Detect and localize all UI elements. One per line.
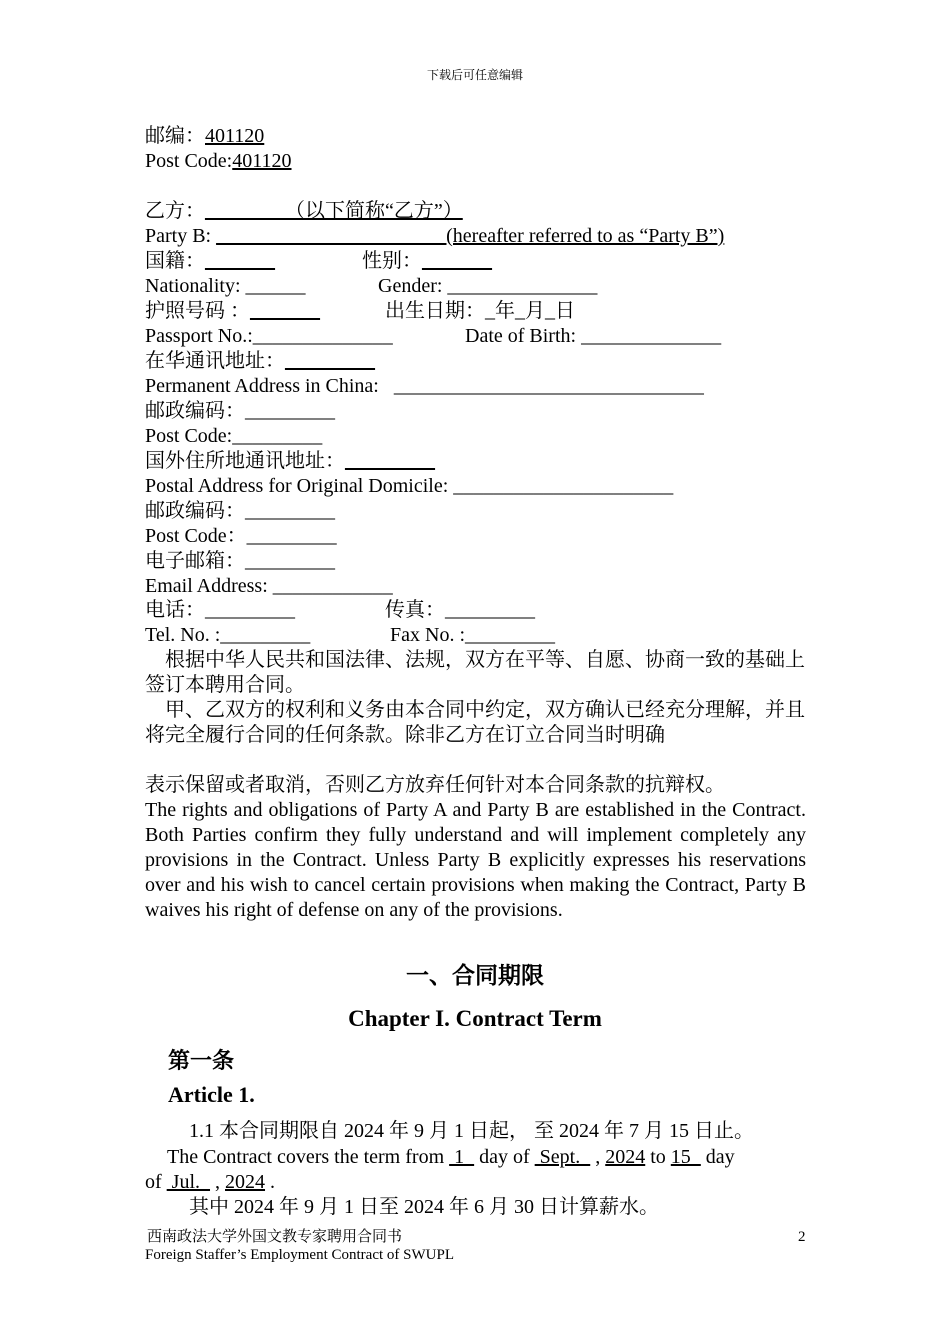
gender-en: Gender: _______________ [378, 275, 598, 297]
paragraph-2-cn-b: 表示保留或者取消，否则乙方放弃任何针对本合同条款的抗辩权。 [145, 774, 725, 796]
postcode-a-en: Post Code:401120 [145, 150, 292, 172]
address-china-en: Permanent Address in China: _______________________________ [145, 375, 704, 397]
postcode-a-cn: 邮编：401120 [145, 125, 265, 147]
tel-en: Tel. No. :_________ [145, 624, 311, 646]
term-en-line1: The Contract covers the term from 1 day of Sept. , 2024 to 15 day [167, 1146, 735, 1168]
nationality-en: Nationality: ______ [145, 275, 306, 297]
postcode-b2-cn: 邮政编码：_________ [145, 500, 335, 522]
tel-cn: 电话：_________ [145, 599, 295, 621]
footer-cn: 西南政法大学外国文教专家聘用合同书 [147, 1229, 403, 1245]
chapter-title-en: Chapter I. Contract Term [348, 1006, 602, 1031]
paragraph-2-en: The rights and obligations of Party A and Party B are established in the Contract. Both Parties confirm they fully understand and will implement completely any provisions in the Contract. Unless Party B explicitly expresses his reservations over and his wish to cancel certain provisions when making the Contract, Party B waives his right of defense on any of the provisions. [145, 799, 806, 921]
chapter-title-cn: 一、合同期限 [406, 963, 544, 988]
address-china-cn: 在华通讯地址：_________ [145, 350, 375, 372]
page-number: 2 [798, 1229, 806, 1245]
gender-cn: 性别：_______ [362, 250, 492, 272]
email-en: Email Address: ____________ [145, 575, 393, 597]
dob-cn: 出生日期：_年_月_日 [385, 300, 575, 322]
postcode-b1-cn: 邮政编码：_________ [145, 400, 335, 422]
passport-en: Passport No.:______________ [145, 325, 393, 347]
salary-cn: 其中 2024 年 9 月 1 日至 2024 年 6 月 30 日计算薪水。 [189, 1196, 659, 1218]
footer-en: Foreign Staffer’s Employment Contract of SWUPL [145, 1247, 454, 1263]
page-header: 下载后可任意编辑 [426, 68, 523, 82]
postcode-b1-en: Post Code:_________ [145, 425, 323, 447]
paragraph-2-cn-a: 甲、乙双方的权利和义务由本合同中约定，双方确认已经充分理解，并且将完全履行合同的任何条款。除非乙方在订立合同当时明确 [145, 699, 805, 746]
fax-cn: 传真：_________ [385, 599, 535, 621]
article-title-en: Article 1. [168, 1082, 255, 1107]
nationality-cn: 国籍：_______ [145, 250, 275, 272]
party-b-cn: 乙方：________（以下简称“乙方”） [145, 200, 463, 222]
article-title-cn: 第一条 [168, 1048, 235, 1073]
dob-en: Date of Birth: ______________ [465, 325, 722, 347]
paragraph-1-cn: 根据中华人民共和国法律、法规，双方在平等、自愿、协商一致的基础上签订本聘用合同。 [145, 649, 805, 696]
fax-en: Fax No. :_________ [390, 624, 555, 646]
term-cn: 1.1 本合同期限自 2024 年 9 月 1 日起， 至 2024 年 7 月 15 日止。 [189, 1120, 754, 1142]
term-en-line2: of Jul. , 2024 . [145, 1171, 276, 1193]
address-abroad-en: Postal Address for Original Domicile: ______________________ [145, 475, 674, 497]
address-abroad-cn: 国外住所地通讯地址：_________ [145, 450, 435, 472]
email-cn: 电子邮箱：_________ [145, 550, 335, 572]
postcode-b2-en: Post Code：_________ [145, 525, 337, 547]
party-b-en: Party B: _______________________(hereafter referred to as “Party B”) [145, 225, 725, 247]
passport-cn: 护照号码 ：_______ [145, 300, 320, 322]
